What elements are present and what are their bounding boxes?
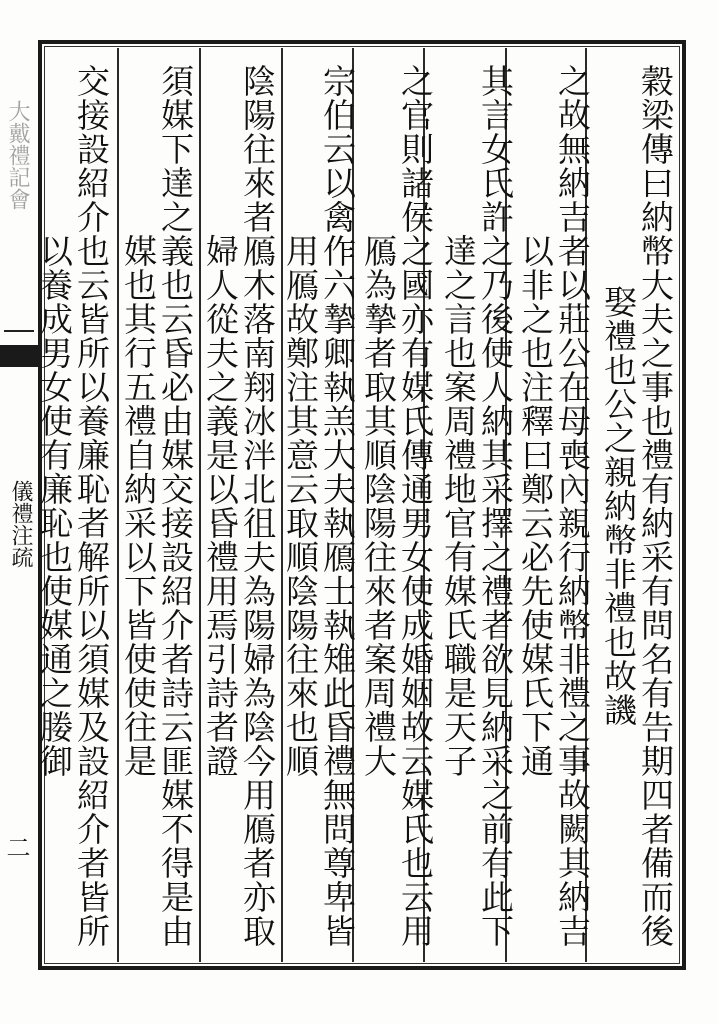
text-column-5: 宗伯云以禽作六摯卿執羔大夫執鴈士執雉此昏禮無問尊卑皆用鴈故鄭注其意云取順陰陽往來也順 (281, 64, 357, 948)
page-margin (0, 40, 38, 970)
faded-margin-text: 大戴禮記會 (5, 100, 30, 210)
page-number: 二 (2, 835, 30, 859)
fish-tail-mark (0, 345, 38, 367)
text-column-3: 其言女氏許之乃後使人納其采擇之禮者欲見納采之前有此下達之言也案周禮地官有媒氏職是天子 (439, 64, 515, 948)
margin-rule (4, 330, 34, 332)
text-column-2: 之故無納吉者以莊公在母喪內親行納幣非禮之事故闕其納吉以非之也注釋曰鄭云必先使媒氏下通 (516, 64, 592, 948)
text-column-1: 穀梁傳曰納幣大夫之事也禮有納采有問名有告期四者備而後娶禮也公之親納幣非禮也故譏 (599, 64, 675, 948)
book-title: 儀禮注疏 (8, 480, 33, 568)
text-column-7: 須媒下達之義也云昏必由媒交接設紹介者詩云匪媒不得是由媒也其行五禮自納采以下皆使使往是 (119, 64, 195, 948)
text-column-6: 陰陽往來者鴈木落南翔冰泮北徂夫為陽婦為陰今用鴈者亦取婦人從夫之義是以昏禮用焉引詩者證 (201, 64, 277, 948)
text-column-8: 交接設紹介也云皆所以養廉恥者解所以須媒及設紹介者皆所以養成男女使有廉恥也使媒通之媵御 (35, 64, 111, 948)
text-column-4: 之官則諸侯之國亦有媒氏傳通男女使成婚姻故云媒氏也云用鴈為摯者取其順陰陽往來者案周禮大 (359, 64, 435, 948)
